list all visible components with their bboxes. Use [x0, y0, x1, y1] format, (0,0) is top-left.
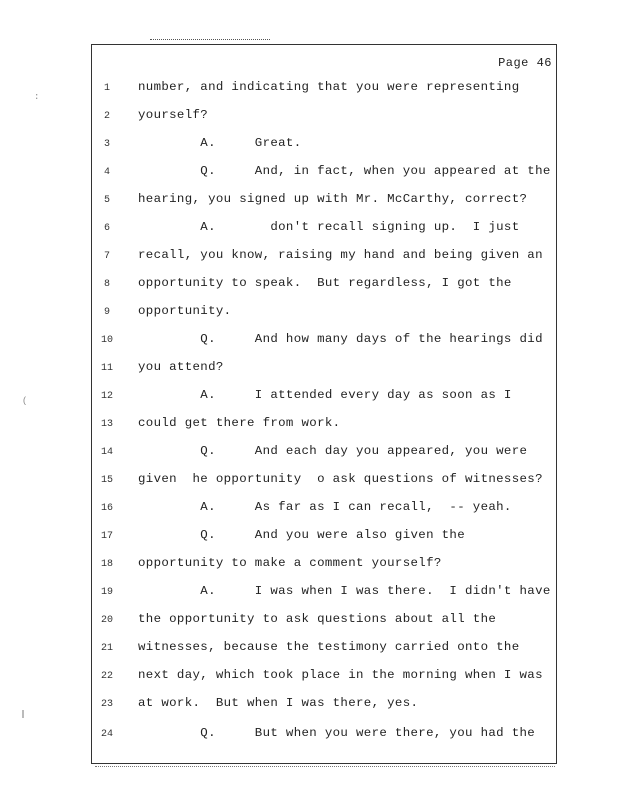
transcript-line [0, 612, 618, 632]
transcript-line [0, 108, 618, 128]
transcript-line [0, 500, 618, 520]
line-text: number, and indicating that you were representing [138, 80, 520, 94]
line-number: 16 [100, 503, 113, 514]
transcript-line [0, 696, 618, 716]
line-number: 5 [103, 195, 110, 206]
line-number: 17 [100, 531, 113, 542]
bottom-scan-marks [95, 766, 555, 769]
line-text: Q. But when you were there, you had the [138, 726, 536, 740]
line-text: yourself? [138, 108, 209, 122]
line-text: Q. And each day you appeared, you were [138, 444, 528, 458]
margin-scan-artifact: : [34, 92, 40, 102]
line-number: 15 [100, 475, 113, 486]
transcript-line [0, 248, 618, 268]
transcript-line [0, 416, 618, 436]
margin-scan-artifact: ( [22, 396, 28, 406]
line-number: 10 [100, 335, 113, 346]
page-number: Page 46 [498, 56, 552, 70]
transcript-line [0, 528, 618, 548]
line-number: 1 [103, 83, 110, 94]
line-text: given he opportunity o ask questions of witnesses? [138, 472, 543, 486]
line-text: opportunity to speak. But regardless, I got the [138, 276, 512, 290]
line-number: 9 [103, 307, 110, 318]
line-text: witnesses, because the testimony carried onto the [138, 640, 520, 654]
transcript-line [0, 726, 618, 746]
transcript-line [0, 332, 618, 352]
line-number: 19 [100, 587, 113, 598]
transcript-line [0, 444, 618, 464]
line-text: you attend? [138, 360, 224, 374]
line-number: 14 [100, 447, 113, 458]
transcript-line [0, 192, 618, 212]
line-number: 13 [100, 419, 113, 430]
line-text: Q. And how many days of the hearings did [138, 332, 543, 346]
line-text: A. don't recall signing up. I just [138, 220, 520, 234]
line-number: 2 [103, 111, 110, 122]
transcript-line [0, 220, 618, 240]
transcript-line [0, 472, 618, 492]
line-text: A. I was when I was there. I didn't have [138, 584, 551, 598]
line-number: 22 [100, 671, 113, 682]
line-number: 7 [103, 251, 110, 262]
line-number: 23 [100, 699, 113, 710]
transcript-line [0, 584, 618, 604]
line-number: 8 [103, 279, 110, 290]
transcript-line [0, 276, 618, 296]
transcript-line [0, 640, 618, 660]
transcript-line [0, 360, 618, 380]
line-number: 21 [100, 643, 113, 654]
line-number: 6 [103, 223, 110, 234]
line-text: A. Great. [138, 136, 302, 150]
line-text: A. As far as I can recall, -- yeah. [138, 500, 512, 514]
line-text: Q. And, in fact, when you appeared at the [138, 164, 551, 178]
line-text: hearing, you signed up with Mr. McCarthy, correct? [138, 192, 528, 206]
transcript-line [0, 388, 618, 408]
transcript-line [0, 164, 618, 184]
line-number: 20 [100, 615, 113, 626]
line-text: next day, which took place in the morning when I was [138, 668, 543, 682]
line-number: 12 [100, 391, 113, 402]
top-scan-marks [150, 39, 270, 43]
line-text: recall, you know, raising my hand and being given an [138, 248, 543, 262]
line-number: 4 [103, 167, 110, 178]
transcript-line [0, 556, 618, 576]
line-text: at work. But when I was there, yes. [138, 696, 419, 710]
line-number: 11 [100, 363, 113, 374]
line-text: could get there from work. [138, 416, 341, 430]
line-number: 3 [103, 139, 110, 150]
line-text: opportunity to make a comment yourself? [138, 556, 442, 570]
transcript-line [0, 80, 618, 100]
transcript-line [0, 668, 618, 688]
line-text: A. I attended every day as soon as I [138, 388, 512, 402]
transcript-line [0, 136, 618, 156]
line-number: 18 [100, 559, 113, 570]
line-text: opportunity. [138, 304, 232, 318]
transcript-line [0, 304, 618, 324]
line-text: Q. And you were also given the [138, 528, 465, 542]
line-text: the opportunity to ask questions about all the [138, 612, 497, 626]
line-number: 24 [100, 729, 113, 740]
